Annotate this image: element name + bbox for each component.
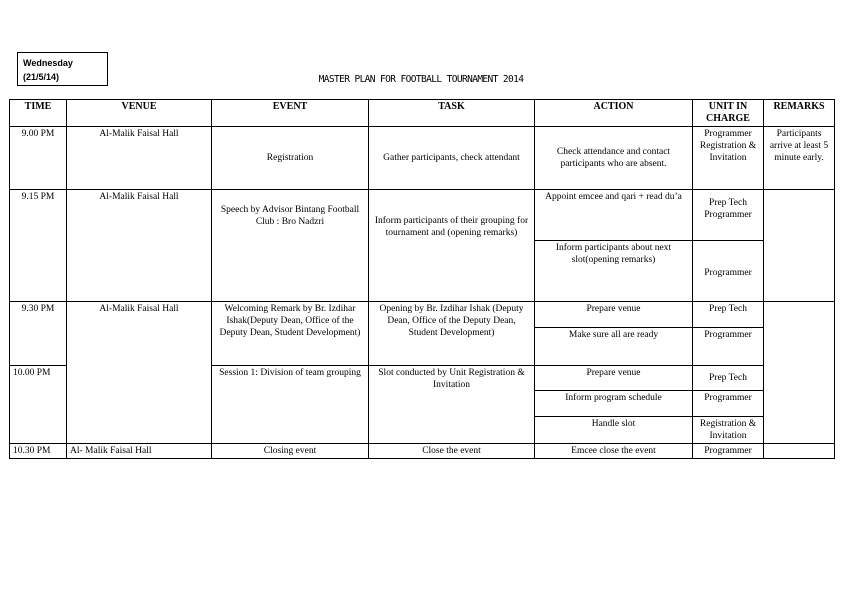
cell-task: Gather participants, check attendant [369,127,535,190]
cell-time: 9.00 PM [10,127,67,190]
header-time: TIME [10,100,67,127]
cell-venue: Al-Malik Faisal Hall [67,190,212,302]
cell-remarks [764,302,835,444]
cell-task: Inform participants of their grouping for tournament and (opening remarks) [369,190,535,302]
cell-action: Handle slot [535,417,693,444]
cell-action: Appoint emcee and qari + read du’a [535,190,693,241]
cell-event: Registration [212,127,369,190]
cell-time: 10.00 PM [10,366,67,444]
cell-remarks [764,444,835,459]
header-event: EVENT [212,100,369,127]
cell-action: Emcee close the event [535,444,693,459]
cell-event: Session 1: Division of team grouping [212,366,369,444]
date-value: (21/5/14) [23,72,60,82]
header-row [10,100,835,127]
header-remarks: REMARKS [764,100,835,127]
header-unit: UNIT IN CHARGE [693,100,764,127]
cell-time: 9.15 PM [10,190,67,302]
cell-venue: Al-Malik Faisal Hall [67,127,212,190]
cell-unit: Prep Tech [693,366,764,391]
cell-unit: Programmer [693,444,764,459]
cell-unit: Programmer [693,391,764,417]
cell-venue: Al-Malik Faisal Hall [67,302,212,444]
date-day: Wednesday [23,58,73,68]
header-task: TASK [369,100,535,127]
cell-remarks [764,190,835,302]
header-venue: VENUE [67,100,212,127]
cell-action: Prepare venue [535,302,693,328]
cell-unit: Registration & Invitation [693,417,764,444]
table-row [10,190,835,241]
cell-time: 10.30 PM [10,444,67,459]
cell-action: Prepare venue [535,366,693,391]
cell-event: Speech by Advisor Bintang Football Club : Bro Nadzri [212,190,369,302]
cell-action: Inform participants about next slot(opening remarks) [535,241,693,302]
table-row [10,302,835,328]
cell-action: Check attendance and contact participants who are absent. [535,127,693,190]
cell-task: Opening by Br. Izdihar Ishak (Deputy Dean, Office of the Deputy Dean, Student Development) [369,302,535,366]
page-title: MASTER PLAN FOR FOOTBALL TOURNAMENT 2014 [318,74,524,85]
cell-unit: Prep Tech Programmer [693,190,764,241]
cell-venue: Al- Malik Faisal Hall [67,444,212,459]
header-action: ACTION [535,100,693,127]
cell-event: Closing event [212,444,369,459]
cell-remarks: Participants arrive at least 5 minute early. [764,127,835,190]
table-row [10,127,835,190]
cell-unit: Programmer [693,328,764,366]
cell-action: Inform program schedule [535,391,693,417]
master-plan-table [9,99,835,459]
cell-time: 9.30 PM [10,302,67,366]
table-row [10,444,835,459]
cell-task: Close the event [369,444,535,459]
cell-event: Welcoming Remark by Br. Izdihar Ishak(Deputy Dean, Office of the Deputy Dean, Student Development) [212,302,369,366]
cell-unit: Programmer [693,241,764,302]
cell-unit: Programmer Registration & Invitation [693,127,764,190]
cell-unit: Prep Tech [693,302,764,328]
cell-task: Slot conducted by Unit Registration & Invitation [369,366,535,444]
cell-action: Make sure all are ready [535,328,693,366]
